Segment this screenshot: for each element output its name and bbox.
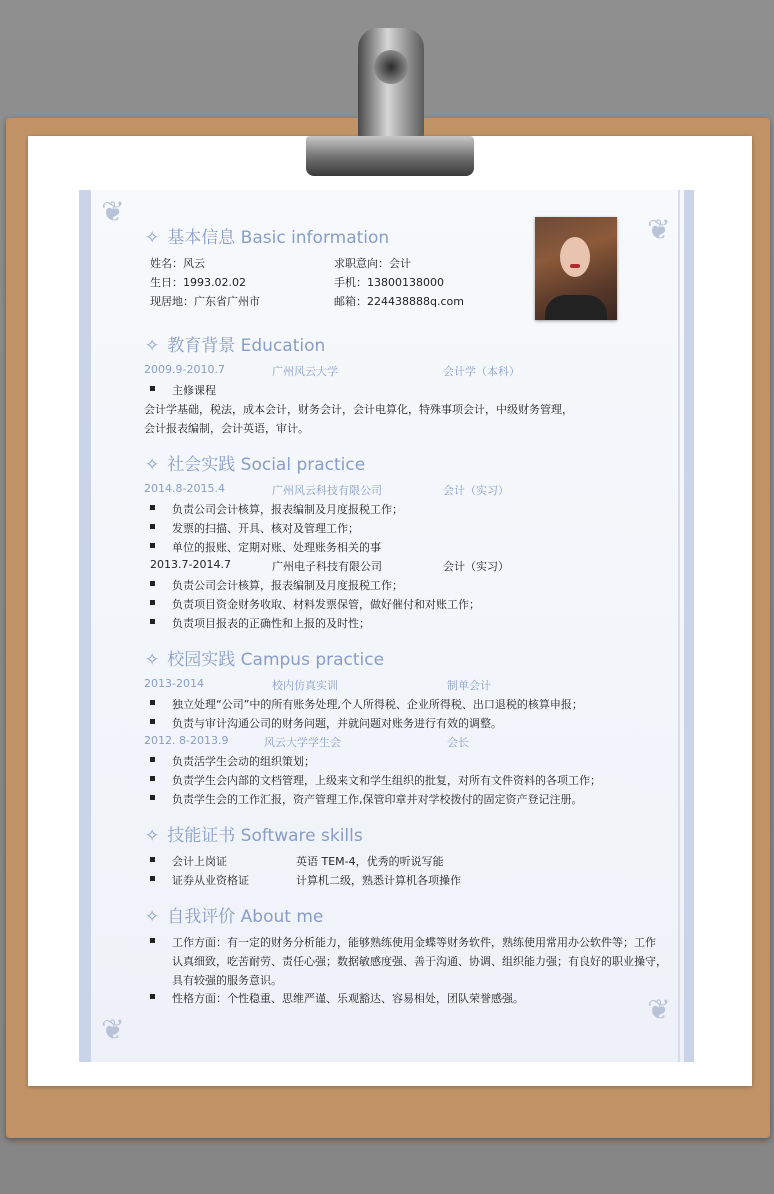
star-icon: ✧ xyxy=(145,336,160,356)
courses-line: 会计报表编制，会计英语，审计。 xyxy=(144,422,309,435)
bullet-icon xyxy=(150,994,155,999)
job-company: 广州风云科技有限公司 xyxy=(272,484,382,497)
job-item: 发票的扫描、开具、核对及管理工作； xyxy=(172,522,359,535)
name-field: 姓名：风云 xyxy=(150,257,205,270)
about-line: 性格方面：个性稳重、思维严谨、乐观豁达、容易相处，团队荣誉感强。 xyxy=(172,992,524,1005)
section-title-skills: ✧ 技能证书 Software skills xyxy=(145,826,363,846)
bullet-icon xyxy=(150,776,155,781)
bullet-icon xyxy=(150,876,155,881)
about-line: 工作方面：有一定的财务分析能力，能够熟练使用金蝶等财务软件，熟练使用常用办公软件等；工作 xyxy=(172,936,656,949)
campus-org: 风云大学学生会 xyxy=(264,736,341,749)
job-item: 负责公司会计核算，报表编制及月度报税工作； xyxy=(172,503,403,516)
ornament-icon: ❦ xyxy=(647,993,671,1026)
campus-item: 负责学生会的工作汇报，资产管理工作,保管印章并对学校拨付的固定资产登记注册。 xyxy=(172,793,583,806)
campus-role: 制单会计 xyxy=(447,679,491,692)
bullet-icon xyxy=(150,505,155,510)
intention-field: 求职意向：会计 xyxy=(334,257,411,270)
star-icon: ✧ xyxy=(145,826,160,846)
ornament-icon: ❦ xyxy=(101,195,125,228)
bullet-icon xyxy=(150,524,155,529)
section-title-basic: ✧ 基本信息 Basic information xyxy=(145,228,390,248)
binder-clip xyxy=(358,28,424,140)
section-title-about: ✧ 自我评价 About me xyxy=(145,907,324,927)
bullet-icon xyxy=(150,938,155,943)
campus-role: 会长 xyxy=(447,736,469,749)
binder-clip-hole xyxy=(374,50,408,84)
bullet-icon xyxy=(150,619,155,624)
skill-item: 计算机二级，熟悉计算机各项操作 xyxy=(296,874,461,887)
bullet-icon xyxy=(150,600,155,605)
job-role: 会计（实习） xyxy=(443,484,509,497)
courses-label: 主修课程 xyxy=(172,384,216,397)
bullet-icon xyxy=(150,795,155,800)
star-icon: ✧ xyxy=(145,228,160,248)
bullet-icon xyxy=(150,857,155,862)
bullet-icon xyxy=(150,386,155,391)
birth-field: 生日：1993.02.02 xyxy=(150,276,246,289)
campus-item: 负责学生会内部的文档管理，上级来文和学生组织的批复，对所有文件资料的各项工作； xyxy=(172,774,601,787)
campus-org: 校内仿真实训 xyxy=(272,679,338,692)
campus-period: 2013-2014 xyxy=(144,677,204,690)
bullet-icon xyxy=(150,543,155,548)
profile-photo xyxy=(535,217,617,320)
left-border-stripe xyxy=(79,190,91,1062)
bullet-icon xyxy=(150,757,155,762)
bullet-icon xyxy=(150,581,155,586)
star-icon: ✧ xyxy=(145,907,160,927)
campus-item: 独立处理“公司”中的所有账务处理,个人所得税、企业所得税、出口退税的核算申报； xyxy=(172,698,583,711)
job-period: 2013.7-2014.7 xyxy=(150,558,231,571)
campus-period: 2012. 8-2013.9 xyxy=(144,734,229,747)
section-title-campus: ✧ 校园实践 Campus practice xyxy=(145,650,385,670)
job-item: 负责公司会计核算，报表编制及月度报税工作； xyxy=(172,579,403,592)
star-icon: ✧ xyxy=(145,650,160,670)
about-line: 认真细致，吃苦耐劳、责任心强；数据敏感度强、善于沟通、协调、组织能力强；有良好的职业操守， xyxy=(172,955,667,968)
phone-field: 手机：13800138000 xyxy=(334,276,444,289)
residence-field: 现居地：广东省广州市 xyxy=(150,295,260,308)
job-item: 负责项目报表的正确性和上报的及时性； xyxy=(172,617,370,630)
about-line: 具有较强的服务意识。 xyxy=(172,974,282,987)
edu-period: 2009.9-2010.7 xyxy=(144,363,225,376)
right-border-stripe xyxy=(684,190,694,1062)
campus-item: 负责与审计沟通公司的财务问题，并就问题对账务进行有效的调整。 xyxy=(172,717,502,730)
section-title-social: ✧ 社会实践 Social practice xyxy=(145,455,366,475)
campus-item: 负责活学生会动的组织策划； xyxy=(172,755,315,768)
binder-clip-base xyxy=(306,136,474,176)
bullet-icon xyxy=(150,700,155,705)
photo-face xyxy=(560,237,590,277)
ornament-icon: ❦ xyxy=(647,213,671,246)
bullet-icon xyxy=(150,719,155,724)
right-border-line xyxy=(678,190,680,1062)
job-item: 单位的报账、定期对账、处理账务相关的事 xyxy=(172,541,381,554)
star-icon: ✧ xyxy=(145,455,160,475)
skill-item: 英语 TEM-4，优秀的听说写能 xyxy=(296,855,444,868)
edu-major: 会计学（本科） xyxy=(443,365,520,378)
job-company: 广州电子科技有限公司 xyxy=(272,560,382,573)
courses-line: 会计学基础，税法，成本会计，财务会计，会计电算化，特殊事项会计，中级财务管理， xyxy=(144,403,573,416)
skill-item: 会计上岗证 xyxy=(172,855,227,868)
job-role: 会计（实习） xyxy=(443,560,509,573)
job-period: 2014.8-2015.4 xyxy=(144,482,225,495)
skill-item: 证券从业资格证 xyxy=(172,874,249,887)
email-field: 邮箱：224438888q.com xyxy=(334,295,464,308)
ornament-icon: ❦ xyxy=(101,1013,125,1046)
section-title-education: ✧ 教育背景 Education xyxy=(145,336,326,356)
job-item: 负责项目资金财务收取、材料发票保管，做好催付和对账工作； xyxy=(172,598,480,611)
photo-lips xyxy=(570,264,580,268)
photo-shoulder xyxy=(545,295,607,320)
edu-school: 广州风云大学 xyxy=(272,365,338,378)
